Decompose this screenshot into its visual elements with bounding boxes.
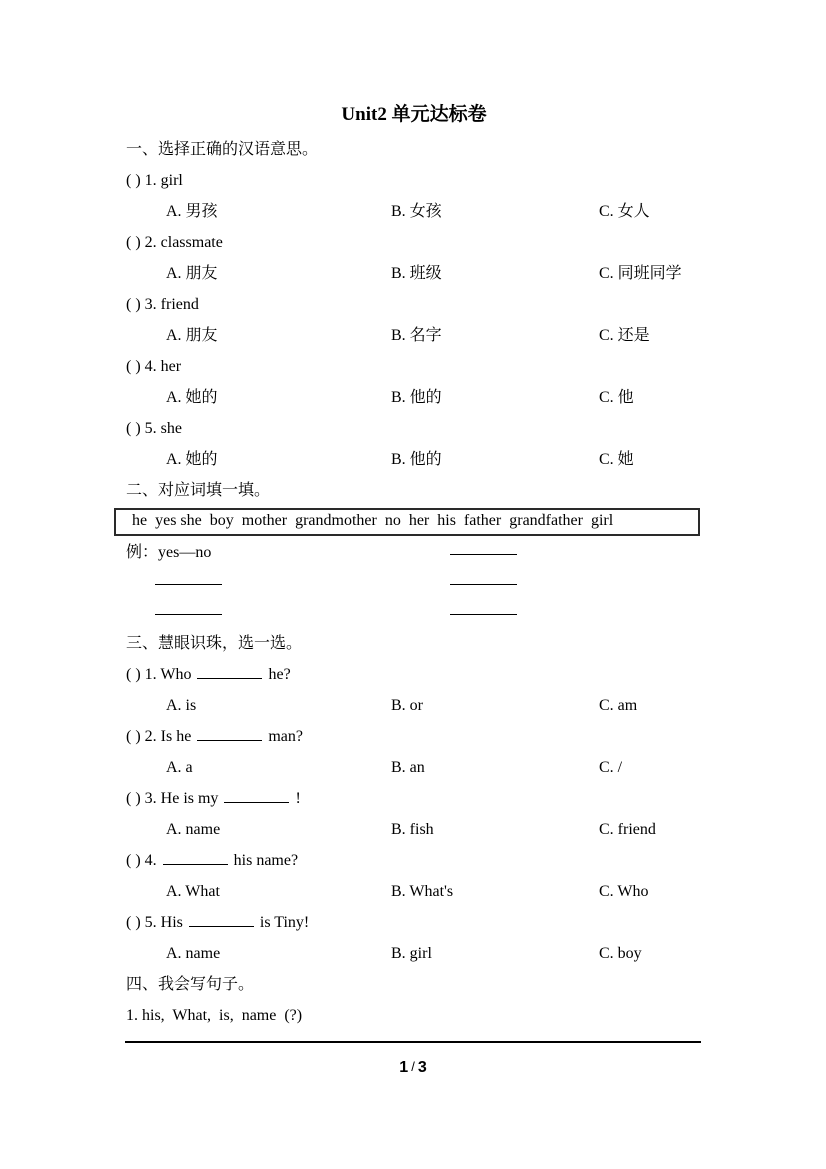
stem-post: !	[295, 790, 301, 807]
question-stem: ( ) 2. classmate	[126, 234, 223, 251]
stem-pre: ( ) 2. Is he	[126, 728, 192, 745]
page-title: Unit2 单元达标卷	[341, 104, 487, 125]
word-bank-box: he yes she boy mother grandmother no her his father grandfather girl	[114, 508, 700, 536]
answer-blank-line	[155, 584, 222, 585]
stem-pre: ( ) 3. He is my	[126, 790, 219, 807]
option-a: A. name	[166, 821, 221, 838]
option-b: B. 他的	[391, 451, 442, 468]
option-a: A. 朋友	[166, 327, 218, 344]
options-row	[126, 196, 702, 227]
option-b: B. 女孩	[391, 203, 442, 220]
question-stem: ( ) 4. her	[126, 358, 182, 375]
options-row	[126, 752, 702, 783]
option-a: A. 朋友	[166, 265, 218, 282]
fill-row	[126, 568, 702, 598]
option-b: B. or	[391, 697, 423, 714]
option-c: C. /	[599, 759, 623, 776]
stem-blank-line	[197, 725, 262, 741]
page-number-separator: /	[411, 1059, 415, 1074]
option-c: C. 他	[599, 389, 634, 406]
stem-pre: ( ) 1. Who	[126, 666, 192, 683]
option-a: A. 她的	[166, 389, 218, 406]
answer-blank-line	[155, 614, 222, 615]
question-stem: ( ) 3. friend	[126, 296, 199, 313]
stem-blank-line	[163, 849, 228, 865]
question-stem	[126, 845, 702, 876]
options-row	[126, 690, 702, 721]
options-row	[126, 382, 702, 413]
option-c: C. 女人	[599, 203, 650, 220]
option-b: B. What's	[391, 883, 454, 900]
stem-blank-line	[197, 663, 262, 679]
page-number	[0, 1059, 826, 1077]
footer-divider	[125, 1041, 701, 1043]
stem-post: he?	[268, 666, 291, 683]
option-b: B. fish	[391, 821, 434, 838]
question-stem: ( ) 5. she	[126, 420, 182, 437]
answer-blank-line	[450, 614, 517, 615]
question-stem	[126, 907, 702, 938]
page-number-total: 3	[417, 1059, 427, 1076]
option-c: C. am	[599, 697, 638, 714]
stem-blank-line	[189, 911, 254, 927]
stem-pre: ( ) 4.	[126, 852, 157, 869]
options-row	[126, 444, 702, 475]
option-a: A. name	[166, 945, 221, 962]
section1-heading: 一、选择正确的汉语意思。	[126, 141, 319, 158]
option-b: B. 他的	[391, 389, 442, 406]
fill-row	[126, 598, 702, 628]
stem-post: his name?	[233, 852, 299, 869]
answer-blank-line	[450, 554, 517, 555]
option-a: A. is	[166, 697, 197, 714]
example-label: 例：yes—no	[126, 544, 212, 561]
option-a: A. 她的	[166, 451, 218, 468]
options-row	[126, 814, 702, 845]
stem-post: man?	[268, 728, 303, 745]
option-a: A. a	[166, 759, 193, 776]
section4-heading: 四、我会写句子。	[126, 976, 255, 993]
stem-post: is Tiny!	[259, 914, 310, 931]
option-c: C. friend	[599, 821, 656, 838]
options-row	[126, 258, 702, 289]
stem-blank-line	[224, 787, 289, 803]
section2-heading: 二、对应词填一填。	[126, 482, 271, 499]
option-c: C. 她	[599, 451, 634, 468]
option-c: C. boy	[599, 945, 642, 962]
option-c: C. Who	[599, 883, 649, 900]
example-row	[126, 538, 702, 568]
stem-pre: ( ) 5. His	[126, 914, 183, 931]
option-b: B. 班级	[391, 265, 442, 282]
section3-heading: 三、慧眼识珠，选一选。	[126, 635, 303, 652]
option-c: C. 同班同学	[599, 265, 682, 282]
question-stem	[126, 783, 702, 814]
answer-blank-line	[450, 584, 517, 585]
option-a: A. What	[166, 883, 220, 900]
options-row	[126, 876, 702, 907]
option-b: B. 名字	[391, 327, 442, 344]
rearrange-item: 1. his, What, is, name (?)	[126, 1007, 303, 1024]
option-c: C. 还是	[599, 327, 650, 344]
question-stem	[126, 659, 702, 690]
worksheet-content	[126, 102, 702, 1031]
options-row	[126, 320, 702, 351]
option-a: A. 男孩	[166, 203, 218, 220]
options-row	[126, 938, 702, 969]
question-stem: ( ) 1. girl	[126, 172, 183, 189]
option-b: B. an	[391, 759, 425, 776]
page-number-current: 1	[399, 1059, 409, 1076]
option-b: B. girl	[391, 945, 432, 962]
question-stem	[126, 721, 702, 752]
